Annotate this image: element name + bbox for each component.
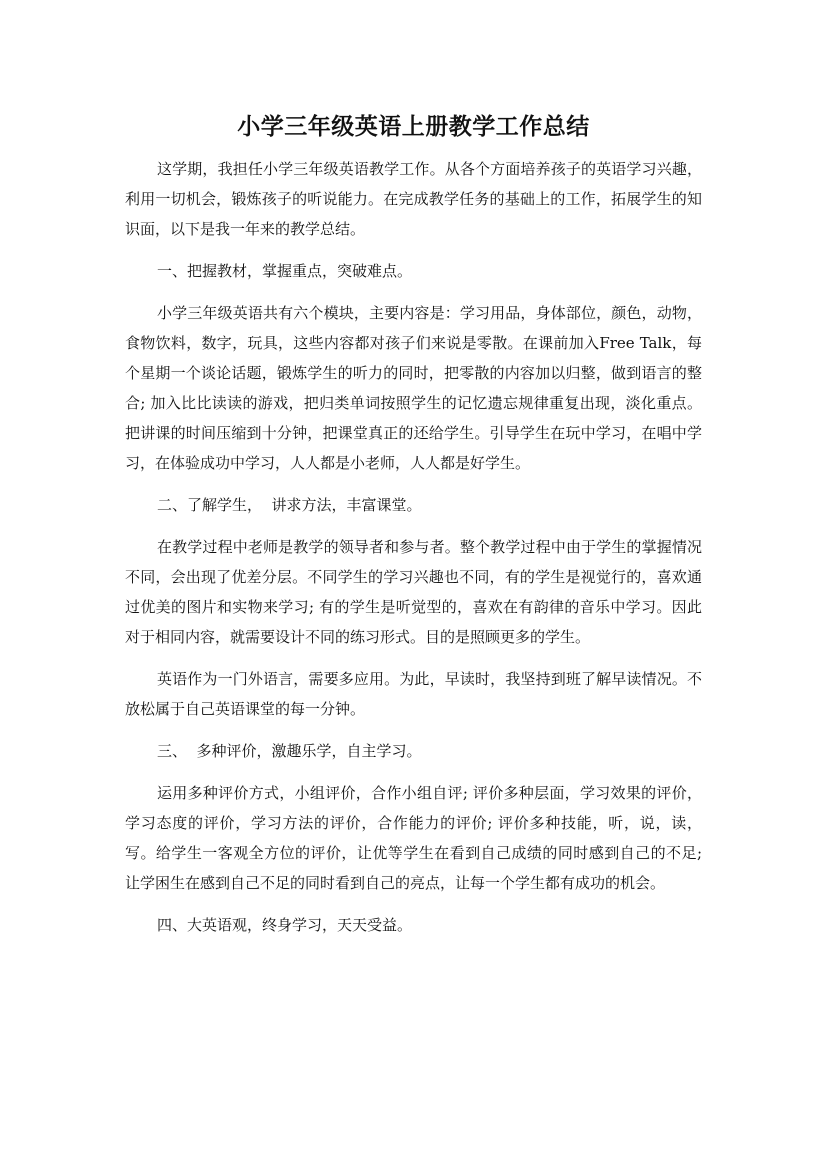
section-2-paragraph-1: 在教学过程中老师是教学的领导者和参与者。整个教学过程中由于学生的掌握情况不同，会出现了优差分层。不同学生的学习兴趣也不同，有的学生是视觉行的，喜欢通过优美的图片和实物来学习; 有的学生是听觉型的，喜欢在有韵律的音乐中学习。因此对于相同内容，就需要设计不同的练习形式。目的是照顾更多的学生。 bbox=[125, 538, 702, 646]
section-1-paragraph: 小学三年级英语共有六个模块，主要内容是：学习用品，身体部位，颜色，动物，食物饮料，数字，玩具，这些内容都对孩子们来说是零散。在课前加入Free Talk，每个星期一个谈论话题，锻炼学生的听力的同时，把零散的内容加以归整，做到语言的整合; 加入比比读读的游戏，把归类单词按照学生的记忆遗忘规律重复出现，淡化重点。把讲课的时间压缩到十分钟，把课堂真正的还给学生。引导学生在玩中学习，在唱中学习，在体验成功中学习，人人都是小老师，人人都是好学生。 bbox=[125, 304, 702, 472]
document-body bbox=[125, 154, 702, 952]
section-heading-2: 二、了解学生， 讲求方法，丰富课堂。 bbox=[157, 496, 422, 514]
intro-paragraph: 这学期，我担任小学三年级英语教学工作。从各个方面培养孩子的英语学习兴趣，利用一切机会，锻炼孩子的听说能力。在完成教学任务的基础上的工作，拓展学生的知识面，以下是我一年来的教学总结。 bbox=[125, 160, 702, 238]
section-3-paragraph: 运用多种评价方式，小组评价，合作小组自评; 评价多种层面，学习效果的评价，学习态度的评价，学习方法的评价，合作能力的评价; 评价多种技能，听，说，读，写。给学生一客观全方位的评价，让优等学生在看到自己成绩的同时感到自己的不足; 让学困生在感到自己不足的同时看到自己的亮点，让每一个学生都有成功的机会。 bbox=[125, 784, 702, 892]
section-heading-1: 一、把握教材，掌握重点，突破难点。 bbox=[157, 262, 413, 280]
document-title: 小学三年级英语上册教学工作总结 bbox=[237, 113, 590, 140]
section-heading-3: 三、 多种评价，激趣乐学，自主学习。 bbox=[157, 742, 422, 760]
section-heading-4: 四、大英语观，终身学习，天天受益。 bbox=[157, 916, 413, 934]
section-2-paragraph-2: 英语作为一门外语言，需要多应用。为此，早读时，我坚持到班了解早读情况。不放松属于自己英语课堂的每一分钟。 bbox=[125, 670, 702, 718]
